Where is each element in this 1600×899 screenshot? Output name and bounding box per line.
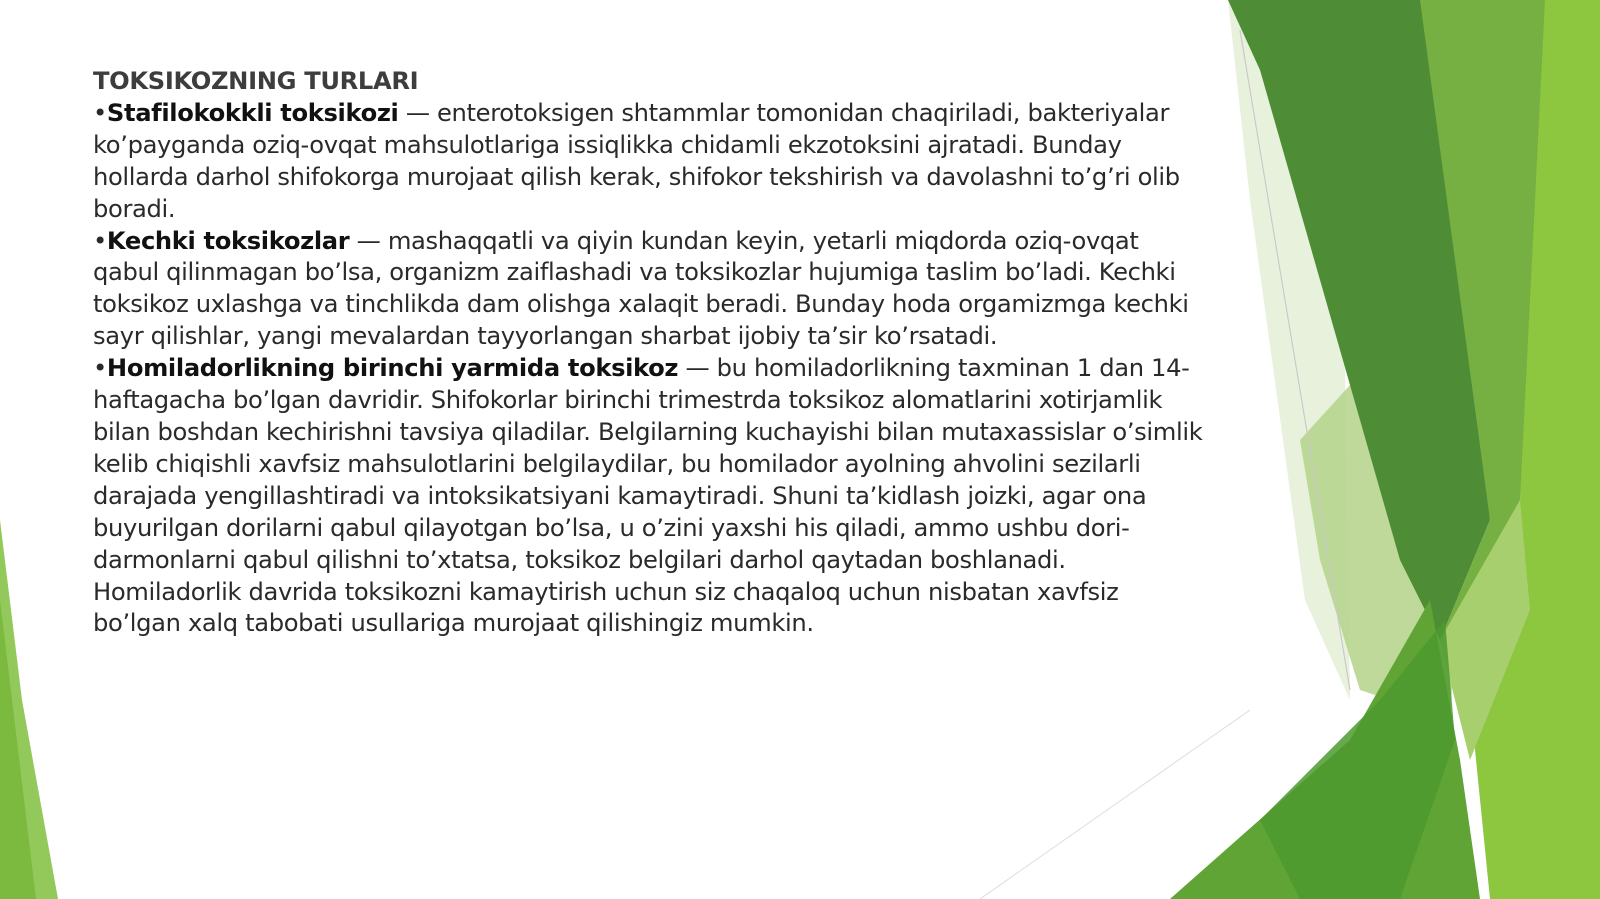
bullet: • [93,354,107,383]
item-text: — bu homiladorlikning taxminan 1 dan 14-haftagacha bo’lgan davridir. Shifokorlar birinchi trimestrda toksikoz alomatlarini xotirjamlik bilan boshdan kechirishni tavsiya qiladilar. Belgilarning kuchayishi bilan mutaxassislar o’simlik kelib chiqishli xavfsiz mahsulotlarini belgilaydilar, bu homilador ayolning ahvolini sezilarli darajada yengillashtiradi va intoksikatsiyani kamaytiradi. Shuni ta’kidlash joizki, agar ona buyurilgan dorilarni qabul qilayotgan bo’lsa, u o’zini yaxshi his qiladi, ammo ushbu dori-darmonlarni qabul qilishni to’xtatsa, toksikoz belgilari darhol qaytadan boshlanadi. Homiladorlik davrida toksikozni kamaytirish uchun siz chaqaloq uchun nisbatan xavfsiz bo’lgan xalq tabobati usullariga murojaat qilishingiz mumkin. [93,354,1203,638]
item-text: — enterotoksigen shtammlar tomonidan chaqiriladi, bakteriyalar ko’payganda oziq-ovqat mahsulotlariga issiqlikka chidamli ekzotoksini ajratadi. Bunday hollarda darhol shifokorga murojaat qilish kerak, shifokor tekshirish va davolashni to’g’ri olib boradi. [93,98,1180,223]
item-term: Stafilokokkli toksikozi [106,98,399,127]
bullet: • [93,226,107,255]
list-item-stafilokokkli [93,98,1203,226]
item-term: Kechki toksikozlar [106,226,350,255]
list-item-kechki [93,226,1203,354]
bullet: • [93,98,107,127]
slide-title: TOKSIKOZNING TURLARI [93,67,419,95]
slide-body [93,66,1203,640]
item-term: Homiladorlikning birinchi yarmida toksikoz [106,354,679,383]
item-text: — mashaqqatli va qiyin kundan keyin, yetarli miqdorda oziq-ovqat qabul qilinmagan bo’lsa, organizm zaiflashadi va toksikozlar hujumiga taslim bo’ladi. Kechki toksikoz uxlashga va tinchlikda dam olishga xalaqit beradi. Bunday hoda orgamizmga kechki sayr qilishlar, yangi mevalardan tayyorlangan sharbat ijobiy ta’sir ko’rsatadi. [93,226,1189,351]
list-item-homiladorlik [93,353,1203,640]
